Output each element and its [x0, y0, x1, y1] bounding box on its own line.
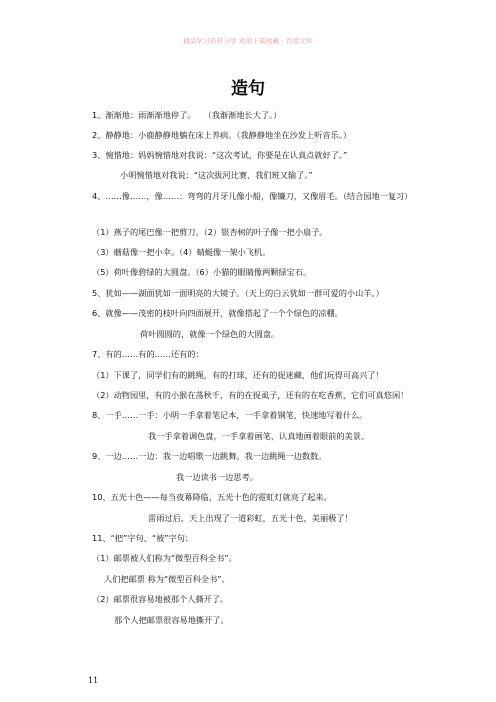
sentence-line: 雷雨过后，天上出现了一道彩虹，五光十色，美丽极了！: [148, 513, 353, 523]
sentence-line: 8、一手……一手：小明一手拿着笔记本，一手拿着钢笔，快速地写着什么。: [92, 410, 368, 420]
sentence-line: （1）下课了，同学们有的跳绳，有的打球，还有的捉迷藏，他们玩得可高兴了！: [92, 370, 384, 380]
sentence-line: 7、有的……有的……还有的：: [92, 349, 204, 359]
sentence-line: 小明惋惜地对我说：“这次拔河比赛，我们班又输了。”: [120, 170, 313, 180]
sentence-line: 我一手拿着调色盘，一手拿着画笔，认真地画着眼前的美景。: [148, 431, 370, 441]
sentence-line: 10、五光十色——每当夜幕降临，五光十色的霓虹灯就亮了起来。: [92, 492, 332, 502]
page-title: 造句: [231, 79, 265, 99]
header-watermark: 精品学习资料分享 欢迎下载收藏 · 百度文库: [183, 37, 313, 45]
sentence-line: 荷叶圆圆的，就像一个绿色的大圆盘。: [140, 329, 280, 339]
sentence-line: 1、渐渐地：雨渐渐地停了。 （我渐渐地长大了。）: [92, 110, 282, 120]
sentence-line: （1）燕子的尾巴像一把剪刀。（2）银杏树的叶子像一把小扇子。: [92, 227, 328, 237]
sentence-line: 人们把邮票 称为“微型百科全书”。: [104, 574, 230, 584]
sentence-line: （2）邮票很容易地被那个人撕开了。: [92, 594, 229, 604]
sentence-line: 4、……像……，像……：弯弯的月牙儿像小船，像镰刀，又像眉毛。（结合园地一复习）: [92, 191, 413, 201]
sentence-line: （5）荷叶像碧绿的大圆盘。（6）小猫的眼睛像两颗绿宝石。: [92, 267, 312, 277]
sentence-line: 11、“把”字句、“被”字句：: [92, 533, 194, 543]
sentence-line: 3、惋惜地：妈妈惋惜地对我说：“这次考试，你要是在认真点就好了。”: [92, 150, 348, 160]
sentence-line: 9、一边……一边：我一边唱歌一边跳舞。我一边跳绳一边数数。: [92, 451, 327, 461]
sentence-line: 我一边读书一边思考。: [176, 472, 258, 482]
sentence-line: 那个人把邮票很容易地撕开了。: [114, 615, 229, 625]
sentence-line: 6、就像——茂密的枝叶向四面展开，就像搭起了一个个绿色的凉棚。: [92, 308, 343, 318]
sentence-line: （3）蘑菇像一把小伞。（4）蜻蜓像一架小飞机。: [92, 247, 271, 257]
page-number: 11: [88, 676, 99, 685]
sentence-line: 2、静静地：小鹿静静地躺在床上养病。（我静静地坐在沙发上听音乐。）: [92, 130, 352, 140]
sentence-line: （2）动物园里，有的小猴在荡秋千，有的在捉虱子，还有的在吃香蕉，它们可真悠闲！: [92, 390, 409, 400]
sentence-line: （1）邮票被人们称为“微型百科全书”。: [92, 553, 237, 563]
sentence-line: 5、犹如——湖面犹如一面明亮的大镜子。（天上的白云犹如一群可爱的小山羊。）: [92, 288, 384, 298]
